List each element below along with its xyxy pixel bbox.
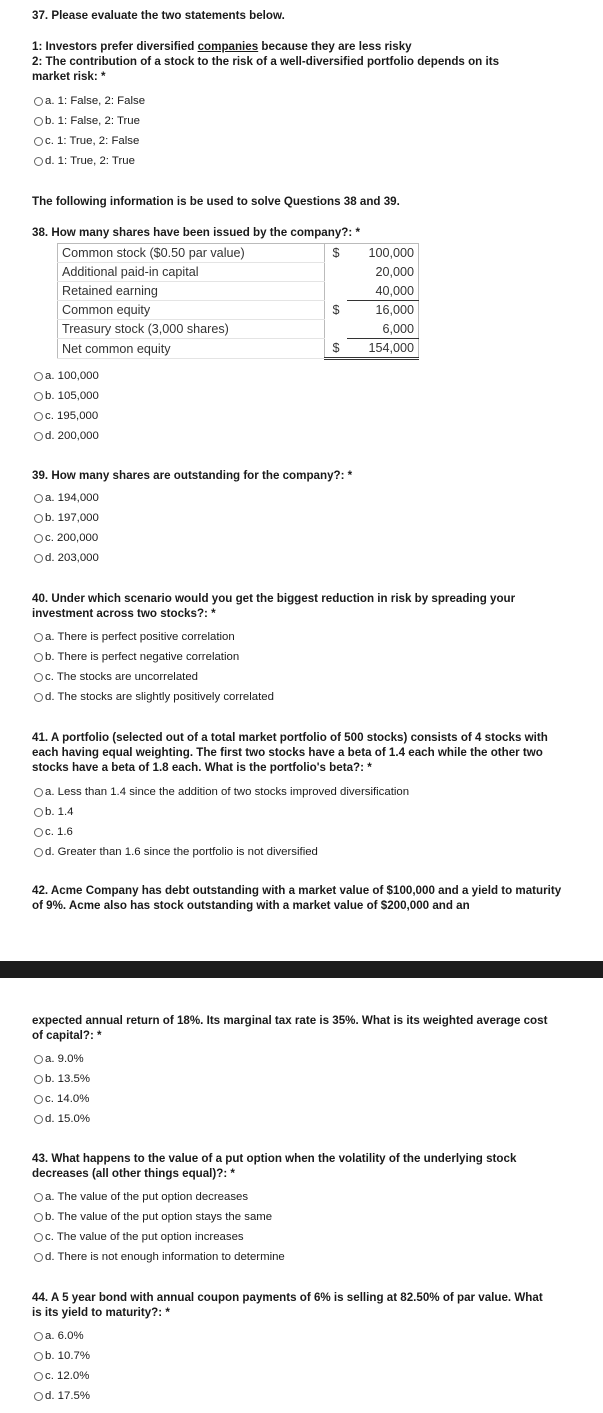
q43-option-b[interactable] [34,1209,272,1225]
radio-icon[interactable] [34,494,43,503]
radio-icon[interactable] [34,673,43,682]
table-currency [325,263,348,282]
info-note: The following information is be used to solve Questions 38 and 39. [32,195,400,208]
table-currency [325,282,348,301]
option-label: d. There is not enough information to determine [45,1251,285,1263]
option-label: d. 203,000 [45,552,99,564]
question-42-title-part1: 42. Acme Company has debt outstanding with a market value of $100,000 and a yield to maturity of 9%. Acme also has stock outstanding with a market value of $200,000 and an [32,884,562,912]
option-label: c. 12.0% [45,1370,90,1382]
q39-option-b[interactable] [34,510,99,526]
radio-icon[interactable] [34,808,43,817]
radio-icon[interactable] [34,653,43,662]
table-row [58,320,419,339]
table-label: Net common equity [58,339,325,359]
option-label: b. 1: False, 2: True [45,115,140,127]
financial-table [57,243,419,360]
q40-option-d[interactable] [34,689,274,705]
option-label: c. 1: True, 2: False [45,135,140,147]
question-39-title: 39. How many shares are outstanding for the company?: * [32,469,353,482]
q37-option-a[interactable] [34,93,145,109]
radio-icon[interactable] [34,1075,43,1084]
q41-option-a[interactable] [34,784,409,800]
option-label: b. 1.4 [45,806,74,818]
q37-option-b[interactable] [34,113,140,129]
radio-icon[interactable] [34,137,43,146]
radio-icon[interactable] [34,412,43,421]
question-41-title: 41. A portfolio (selected out of a total market portfolio of 500 stocks) consists of 4 stocks with each having equal weighting. The first two stocks have a beta of 1.4 each while the other two stocks have a beta of 1.8 each. What is the portfolio's beta?: * [32,731,548,774]
q38-option-b[interactable] [34,388,99,404]
option-label: a. 1: False, 2: False [45,95,146,107]
radio-icon[interactable] [34,554,43,563]
radio-icon[interactable] [34,1233,43,1242]
q44-option-d[interactable] [34,1388,90,1404]
table-amount: 20,000 [375,265,414,279]
question-44-title: 44. A 5 year bond with annual coupon payments of 6% is selling at 82.50% of par value. What is its yield to maturity?: * [32,1291,543,1319]
radio-icon[interactable] [34,1352,43,1361]
q43-option-d[interactable] [34,1249,285,1265]
q41-option-d[interactable] [34,844,318,860]
option-label: b. 105,000 [45,390,99,402]
q43-option-c[interactable] [34,1229,244,1245]
table-row [58,282,419,301]
option-label: a. There is perfect positive correlation [45,631,235,643]
q39-option-c[interactable] [34,530,98,546]
table-amount: 16,000 [375,303,414,318]
q39-option-a[interactable] [34,490,99,506]
table-label: Additional paid-in capital [58,263,325,282]
q37-option-d[interactable] [34,153,135,169]
option-label: d. 1: True, 2: True [45,155,135,167]
radio-icon[interactable] [34,392,43,401]
option-label: d. The stocks are slightly positively correlated [45,691,274,703]
option-label: d. 17.5% [45,1390,90,1402]
radio-icon[interactable] [34,1115,43,1124]
statement-1-prefix: 1: Investors prefer diversified [32,40,198,53]
table-row [58,263,419,282]
companies-link[interactable]: companies [197,40,259,53]
option-label: b. There is perfect negative correlation [45,651,240,663]
radio-icon[interactable] [34,1392,43,1401]
q44-option-c[interactable] [34,1368,89,1384]
option-label: b. 197,000 [45,512,99,524]
question-37-statement-2: 2: The contribution of a stock to the risk of a well-diversified portfolio depends on its market risk: * [32,55,500,83]
table-row [58,301,419,320]
table-label: Common equity [58,301,325,320]
q43-option-a[interactable] [34,1189,248,1205]
option-label: c. The value of the put option increases [45,1231,244,1243]
radio-icon[interactable] [34,1095,43,1104]
radio-icon[interactable] [34,1055,43,1064]
option-label: c. 14.0% [45,1093,90,1105]
q39-option-d[interactable] [34,550,99,566]
radio-icon[interactable] [34,1372,43,1381]
question-38-title: 38. How many shares have been issued by the company?: * [32,226,360,239]
option-label: c. The stocks are uncorrelated [45,671,199,683]
radio-icon[interactable] [34,788,43,797]
table-label: Common stock ($0.50 par value) [58,244,325,263]
option-label: c. 1.6 [45,826,73,838]
option-label: d. Greater than 1.6 since the portfolio is not diversified [45,846,318,858]
radio-icon[interactable] [34,1253,43,1262]
q38-option-d[interactable] [34,428,99,444]
table-currency [325,320,348,339]
table-amount: 40,000 [347,282,419,301]
question-37-title: 37. Please evaluate the two statements below. [32,9,285,22]
radio-icon[interactable] [34,693,43,702]
question-43-title: 43. What happens to the value of a put option when the volatility of the underlying stock decreases (all other things equal)?: * [32,1152,517,1180]
radio-icon[interactable] [34,633,43,642]
radio-icon[interactable] [34,1193,43,1202]
q40-option-c[interactable] [34,669,198,685]
question-42-title-part2: expected annual return of 18%. Its marginal tax rate is 35%. What is its weighted average cost of capital?: * [32,1014,548,1042]
radio-icon[interactable] [34,97,43,106]
radio-icon[interactable] [34,372,43,381]
option-label: c. 200,000 [45,532,99,544]
radio-icon[interactable] [34,534,43,543]
q37-option-c[interactable] [34,133,139,149]
option-label: a. 100,000 [45,370,99,382]
table-amount: 100,000 [368,246,414,261]
radio-icon[interactable] [34,1332,43,1341]
q42-option-a[interactable] [34,1051,84,1067]
q40-option-b[interactable] [34,649,239,665]
table-label: Retained earning [58,282,325,301]
table-currency: $ [332,303,340,317]
statement-1-suffix: because they are less risky [258,40,412,53]
option-label: b. The value of the put option stays the same [45,1211,273,1223]
question-37-statement-1 [32,39,572,54]
q40-option-a[interactable] [34,629,235,645]
radio-icon[interactable] [34,848,43,857]
q41-option-b[interactable] [34,804,74,820]
table-label: Treasury stock (3,000 shares) [58,320,325,339]
q42-option-d[interactable] [34,1111,90,1127]
radio-icon[interactable] [34,514,43,523]
option-label: b. 13.5% [45,1073,90,1085]
radio-icon[interactable] [34,828,43,837]
option-label: b. 10.7% [45,1350,90,1362]
radio-icon[interactable] [34,1213,43,1222]
q44-option-a[interactable] [34,1328,84,1344]
table-amount: 154,000 [347,339,419,359]
q44-option-b[interactable] [34,1348,90,1364]
q41-option-c[interactable] [34,824,73,840]
option-label: d. 15.0% [45,1113,90,1125]
radio-icon[interactable] [34,157,43,166]
q42-option-c[interactable] [34,1091,89,1107]
option-label: a. The value of the put option decreases [45,1191,249,1203]
radio-icon[interactable] [34,117,43,126]
option-label: c. 195,000 [45,410,99,422]
q38-option-c[interactable] [34,408,98,424]
table-row [58,244,419,263]
table-amount: 6,000 [347,320,419,339]
radio-icon[interactable] [34,432,43,441]
screenshot-divider [0,961,603,978]
q38-option-a[interactable] [34,368,99,384]
question-40-title: 40. Under which scenario would you get the biggest reduction in risk by spreading your investment across two stocks?: * [32,592,516,620]
option-label: a. 6.0% [45,1330,84,1342]
option-label: d. 200,000 [45,430,99,442]
table-row [58,339,419,359]
table-currency: $ [332,246,340,261]
q42-option-b[interactable] [34,1071,90,1087]
table-currency: $ [325,339,348,359]
option-label: a. 9.0% [45,1053,84,1065]
option-label: a. Less than 1.4 since the addition of two stocks improved diversification [45,786,410,798]
option-label: a. 194,000 [45,492,99,504]
